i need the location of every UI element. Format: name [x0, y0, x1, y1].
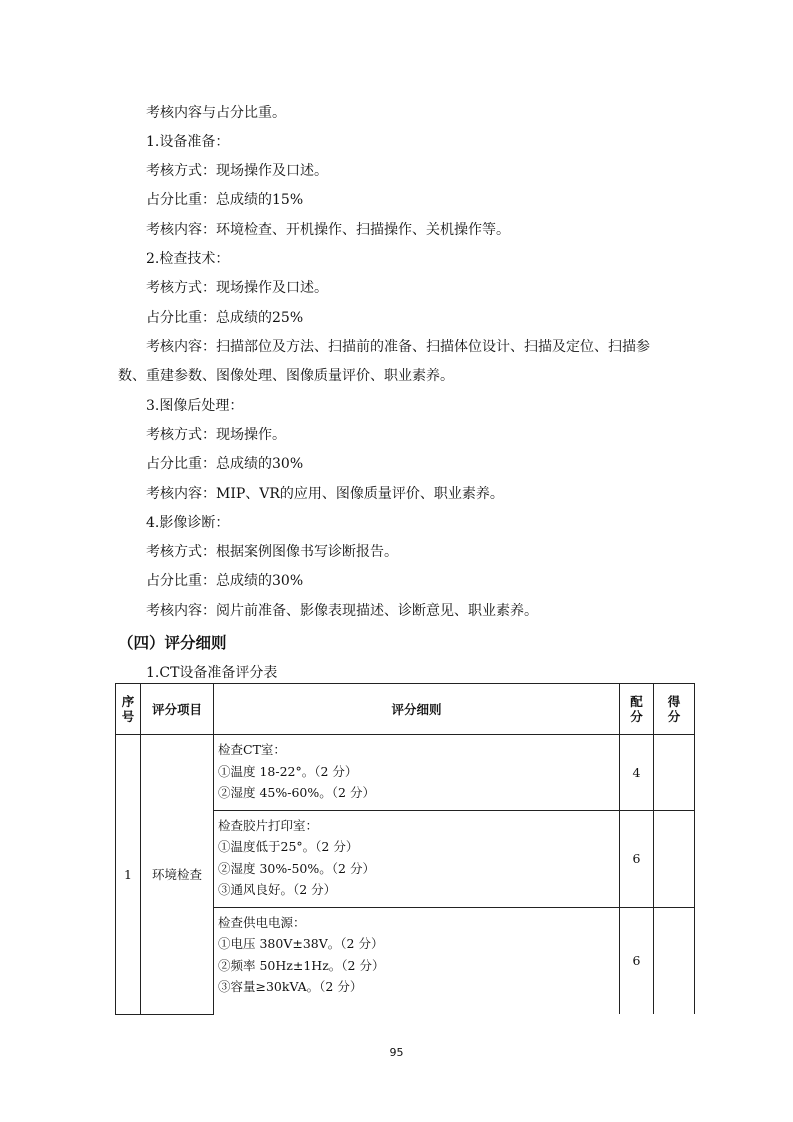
body-line: 1.设备准备： — [146, 134, 230, 150]
body-line: 数、重建参数、图像处理、图像质量评价、职业素养。 — [118, 368, 454, 384]
body-line: 占分比重：总成绩的30% — [146, 573, 304, 589]
body-line: 考核内容：MIP、VR的应用、图像质量评价、职业素养。 — [146, 486, 504, 502]
body-line: 3.图像后处理： — [146, 398, 244, 414]
detail-line: ②频率 50Hz±1Hz。（2 分） — [218, 957, 385, 973]
row-points: 6 — [620, 810, 654, 907]
body-line: 考核方式：现场操作及口述。 — [146, 280, 328, 296]
row-details — [214, 907, 620, 1014]
detail-line: ①温度 18-22°。（2 分） — [218, 763, 358, 779]
index-header-line1: 序 — [121, 694, 135, 709]
row-score — [654, 907, 695, 1014]
score-header-line2: 分 — [667, 709, 681, 724]
detail-line: 检查供电电源： — [218, 914, 306, 930]
row-score — [654, 810, 695, 907]
table-row — [116, 735, 695, 811]
body-line: 4.影像诊断： — [146, 515, 230, 531]
row-points: 4 — [620, 735, 654, 811]
detail-line: 检查胶片打印室： — [218, 817, 319, 833]
detail-line: ①电压 380V±38V。（2 分） — [218, 936, 384, 951]
detail-line: ①温度低于25°。（2 分） — [218, 839, 359, 854]
body-line: 考核方式：根据案例图像书写诊断报告。 — [146, 544, 398, 560]
detail-line: ②湿度 45%-60%。（2 分） — [218, 785, 375, 800]
section-heading: （四）评分细则 — [118, 634, 227, 652]
details-header: 评分细则 — [214, 684, 620, 735]
row-item: 环境检查 — [141, 735, 214, 1015]
row-points: 6 — [620, 907, 654, 1014]
score-header-line1: 得 — [667, 694, 681, 709]
points-header-line2: 分 — [630, 709, 643, 724]
body-line: 占分比重：总成绩的30% — [146, 456, 304, 472]
score-header — [654, 684, 695, 735]
page-number: 95 — [389, 1046, 404, 1059]
item-header: 评分项目 — [141, 684, 214, 735]
index-header-line2: 号 — [121, 709, 135, 724]
body-line: 考核内容与占分比重。 — [146, 105, 286, 121]
body-line: 考核内容：阅片前准备、影像表现描述、诊断意见、职业素养。 — [146, 603, 538, 619]
body-line: 考核方式：现场操作及口述。 — [146, 163, 328, 179]
table-caption: 1.CT设备准备评分表 — [146, 665, 278, 681]
row-details — [214, 735, 620, 811]
row-details — [214, 810, 620, 907]
body-line: 占分比重：总成绩的15% — [146, 192, 304, 208]
body-line: 占分比重：总成绩的25% — [146, 310, 304, 326]
row-score — [654, 735, 695, 811]
body-line: 2.检查技术： — [146, 251, 230, 267]
table-header-row — [116, 684, 695, 735]
body-line: 考核方式：现场操作。 — [146, 427, 286, 443]
detail-line: ③容量≥30kVA。（2 分） — [218, 979, 363, 994]
body-line: 考核内容：扫描部位及方法、扫描前的准备、扫描体位设计、扫描及定位、扫描参 — [146, 339, 650, 355]
detail-line: ②湿度 30%-50%。（2 分） — [218, 860, 375, 876]
points-header-line1: 配 — [630, 694, 643, 709]
row-index: 1 — [116, 735, 141, 1015]
scoring-table — [115, 683, 695, 1015]
body-line: 考核内容：环境检查、开机操作、扫描操作、关机操作等。 — [146, 222, 510, 238]
detail-line: 检查CT室： — [218, 742, 286, 757]
index-header — [116, 684, 141, 735]
points-header — [620, 684, 654, 735]
detail-line: ③通风良好。（2 分） — [218, 882, 337, 897]
